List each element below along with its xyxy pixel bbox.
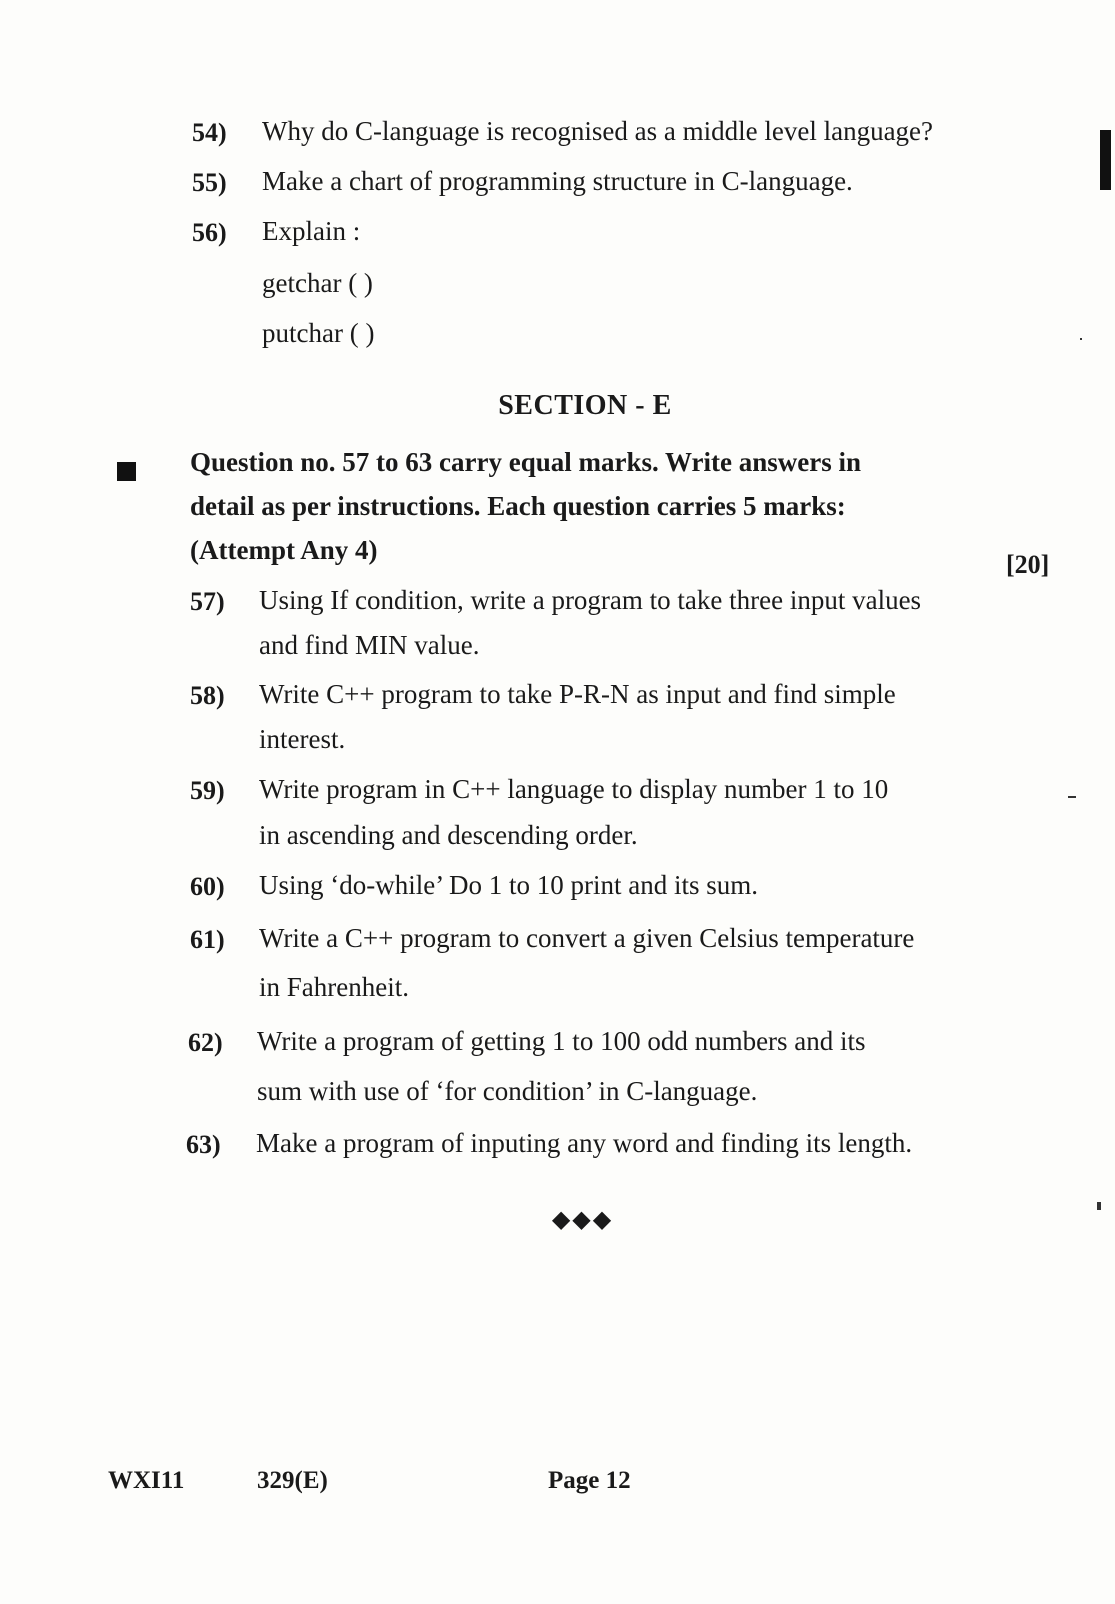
question-number: 56) — [192, 218, 227, 247]
explain-item-putchar: putchar ( ) — [262, 318, 375, 348]
question-text: Using ‘do-while’ Do 1 to 10 print and its sum. — [259, 870, 758, 900]
question-text: Write a program of getting 1 to 100 odd numbers and its — [257, 1026, 866, 1056]
section-instruction-line: (Attempt Any 4) — [190, 535, 378, 565]
question-number: 63) — [186, 1130, 221, 1159]
footer-page-number: Page 12 — [548, 1467, 631, 1494]
footer-code: WXI11 — [108, 1467, 185, 1494]
question-text: Make a program of inputing any word and finding its length. — [256, 1128, 913, 1158]
question-text: in ascending and descending order. — [259, 820, 638, 850]
footer-paper-code: 329(E) — [257, 1467, 328, 1494]
question-text: Write program in C++ language to display number 1 to 10 — [259, 774, 889, 804]
question-number: 61) — [190, 925, 225, 954]
question-number: 54) — [192, 118, 227, 147]
question-number: 57) — [190, 587, 225, 616]
section-title: SECTION - E — [498, 390, 672, 421]
question-text: and find MIN value. — [259, 630, 480, 660]
question-text: Write a C++ program to convert a given Celsius temperature — [259, 923, 915, 953]
question-text: in Fahrenheit. — [259, 972, 409, 1002]
explain-item-getchar: getchar ( ) — [262, 268, 373, 298]
question-text: Using If condition, write a program to take three input values — [259, 585, 922, 615]
section-marks: [20] — [1006, 550, 1050, 579]
question-number: 60) — [190, 872, 225, 901]
question-text: sum with use of ‘for condition’ in C-language. — [257, 1076, 758, 1106]
question-number: 58) — [190, 681, 225, 710]
square-bullet-icon — [117, 462, 136, 481]
question-text: interest. — [259, 724, 346, 754]
question-number: 62) — [188, 1028, 223, 1057]
question-number: 59) — [190, 776, 225, 805]
question-text: Why do C-language is recognised as a middle level language? — [262, 116, 934, 146]
scan-speck — [1080, 338, 1082, 340]
scan-edge-mark — [1100, 130, 1111, 190]
question-text: Make a chart of programming structure in C-language. — [262, 166, 853, 196]
question-number: 55) — [192, 168, 227, 197]
section-instruction-line: Question no. 57 to 63 carry equal marks. Write answers in — [190, 447, 861, 477]
scan-speck — [1068, 796, 1076, 798]
end-diamonds-icon: ◆◆◆ — [551, 1207, 614, 1233]
question-text: Explain : — [262, 216, 361, 246]
question-text: Write C++ program to take P-R-N as input and find simple — [259, 679, 896, 709]
section-instruction-line: detail as per instructions. Each question carries 5 marks: — [190, 491, 846, 521]
